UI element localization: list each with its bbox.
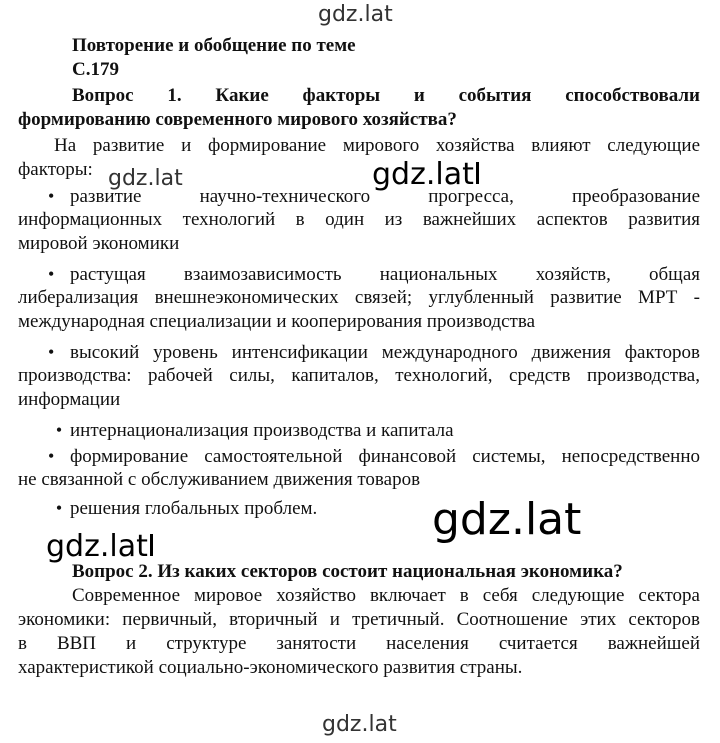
bullet-5-line-2: не связанной с обслуживанием движения товаров [18,469,421,490]
bullet-marker [48,420,70,441]
bullet-1-line-3: мировой экономики [18,233,180,254]
bullet-3-line-3: информации [18,389,121,410]
bullet-marker [48,342,70,363]
document-page [18,0,700,743]
page-reference: С.179 [72,59,119,80]
watermark-bottom: gdz.lat [322,712,397,737]
bullet-2-line-3: международная специализации и кооперирования производства [18,311,535,332]
question-2-line-3: в ВВП и структуре занятости населения считается важнейшей [18,633,700,654]
bullet-1-line-2: информационных технологий в один из важнейших аспектов развития [18,209,700,230]
watermark-top: gdz.lat [318,2,393,27]
bullet-6-line-1: • решения глобальных проблем. [48,496,448,521]
bullet-1-line-1: • развитие научно-технического прогресса, преобразование [48,184,700,209]
bullet-5-line-1: • формирование самостоятельной финансовой системы, непосредственно [48,444,700,469]
question-2-line-1: Современное мировое хозяйство включает в себя следующие сектора [72,585,700,606]
question-1-intro-line-2: факторы: [18,159,93,180]
bullet-3-line-1: • высокий уровень интенсификации международного движения факторов [48,340,700,365]
bullet-2-line-2: либерализация внешнеэкономических связей; углубленный развитие МРТ - [18,287,700,308]
watermark-left-lower: gdz.lat [46,532,153,562]
question-1-title-line-2: формированию современного мирового хозяйства? [18,109,457,130]
bullet-marker [48,264,70,285]
bullet-marker [48,186,70,207]
question-1-intro-line-1: На развитие и формирование мирового хозяйства влияют следующие [54,135,700,156]
bullet-4-line-1: • интернационализация производства и капитала [48,418,700,443]
question-1-title-line-1: Вопрос 1. Какие факторы и события способствовали [72,85,700,106]
bullet-marker [48,446,70,467]
question-2-line-2: экономики: первичный, вторичный и третичный. Соотношение этих секторов [18,609,700,630]
bullet-2-line-1: • растущая взаимозависимость национальных хозяйств, общая [48,262,700,287]
question-2-title: Вопрос 2. Из каких секторов состоит национальная экономика? [72,561,623,582]
bullet-marker [48,498,70,519]
watermark-left-mid: gdz.lat [108,166,183,191]
watermark-center-mid: gdz.lat [372,160,479,190]
watermark-big-right: gdz.lat [432,494,582,545]
question-2-line-4: характеристикой социально-экономического развития страны. [18,657,523,678]
bullet-3-line-2: производства: рабочей силы, капиталов, технологий, средств производства, [18,365,700,386]
section-title: Повторение и обобщение по теме [72,35,356,56]
